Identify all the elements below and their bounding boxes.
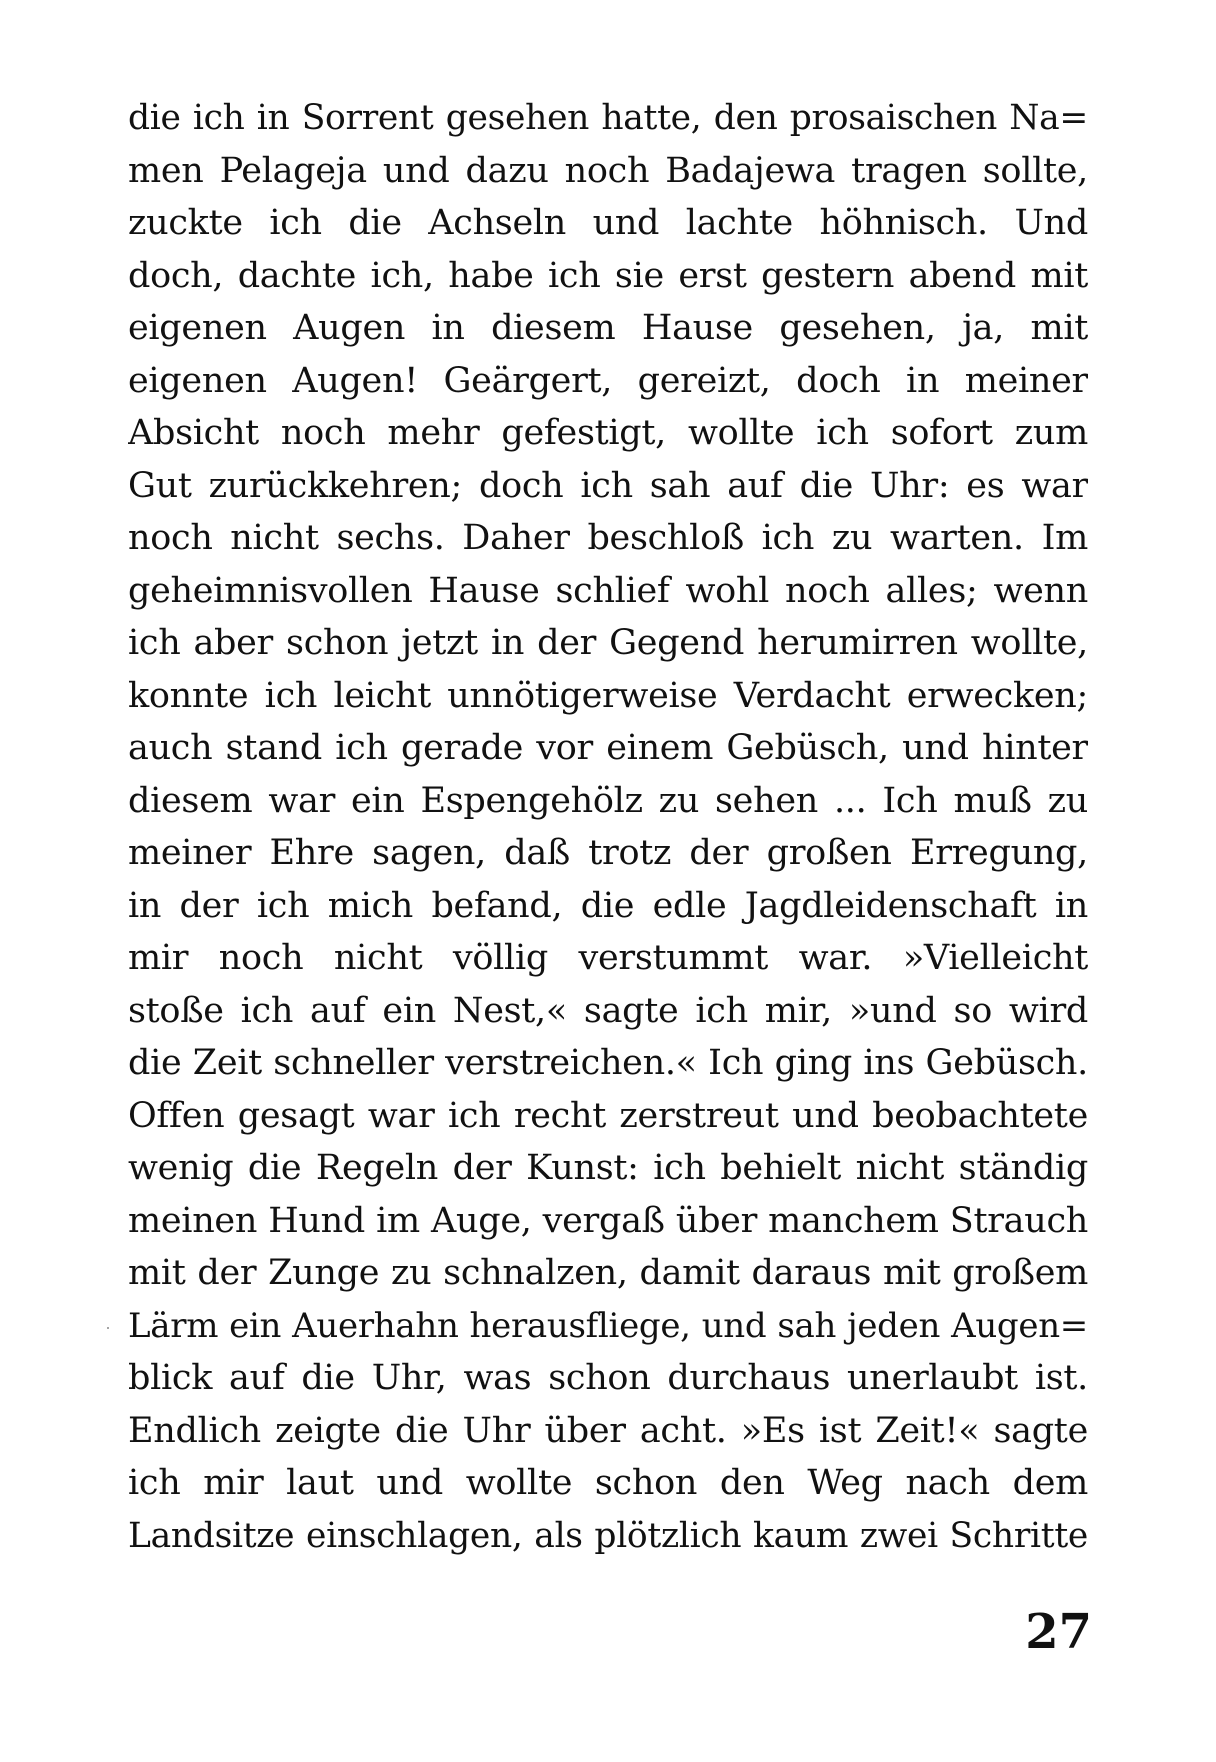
text-line: die ich in Sorrent gesehen hatte, den prosaischen Na= [128, 98, 1088, 138]
text-line: Endlich zeigte die Uhr über acht. »Es ist Zeit!« sagte [128, 1410, 1088, 1451]
text-line: Absicht noch mehr gefestigt, wollte ich sofort zum [128, 413, 1088, 453]
text-line: die Zeit schneller verstreichen.« Ich ging ins Gebüsch. [128, 1043, 1088, 1083]
text-line: zuckte ich die Achseln und lachte höhnisch. Und [128, 203, 1088, 243]
text-line: stoße ich auf ein Nest,« sagte ich mir, »und so wird [128, 990, 1088, 1031]
text-line: wenig die Regeln der Kunst: ich behielt nicht ständig [128, 1148, 1088, 1188]
text-line: Offen gesagt war ich recht zerstreut und beobachtete [128, 1095, 1088, 1136]
text-line: Lärm ein Auerhahn herausfliege, und sah jeden Augen= [128, 1305, 1088, 1346]
text-line: doch, dachte ich, habe ich sie erst gestern abend mit [128, 255, 1088, 296]
text-line: Gut zurückkehren; doch ich sah auf die Uhr: es war [128, 465, 1088, 506]
text-line: auch stand ich gerade vor einem Gebüsch, und hinter [128, 728, 1088, 768]
text-line: meiner Ehre sagen, daß trotz der großen Erregung, [128, 833, 1088, 873]
text-line: geheimnisvollen Hause schlief wohl noch alles; wenn [128, 570, 1088, 611]
text-line: noch nicht sechs. Daher beschloß ich zu warten. Im [128, 518, 1088, 558]
text-line: mit der Zunge zu schnalzen, damit daraus mit großem [128, 1253, 1088, 1293]
text-line: in der ich mich befand, die edle Jagdleidenschaft in [128, 885, 1088, 926]
text-line: eigenen Augen! Geärgert, gereizt, doch in meiner [128, 360, 1088, 401]
text-line: blick auf die Uhr, was schon durchaus unerlaubt ist. [128, 1358, 1088, 1398]
text-line: konnte ich leicht unnötigerweise Verdacht erwecken; [128, 675, 1088, 716]
text-line: ich aber schon jetzt in der Gegend herumirren wollte, [128, 623, 1088, 663]
text-line: mir noch nicht völlig verstummt war. »Vielleicht [128, 938, 1088, 978]
text-line: men Pelageja und dazu noch Badajewa tragen sollte, [128, 150, 1088, 191]
text-line: Landsitze einschlagen, als plötzlich kaum zwei Schritte [128, 1515, 1088, 1556]
print-speck [107, 1327, 109, 1329]
text-line: diesem war ein Espengehölz zu sehen ... Ich muß zu [128, 780, 1088, 821]
text-line: eigenen Augen in diesem Hause gesehen, ja, mit [128, 308, 1088, 348]
text-line: meinen Hund im Auge, vergaß über manchem Strauch [128, 1200, 1088, 1241]
body-text [128, 92, 1088, 1562]
text-line: ich mir laut und wollte schon den Weg nach dem [128, 1463, 1088, 1503]
page-number: 27 [1025, 1604, 1092, 1660]
